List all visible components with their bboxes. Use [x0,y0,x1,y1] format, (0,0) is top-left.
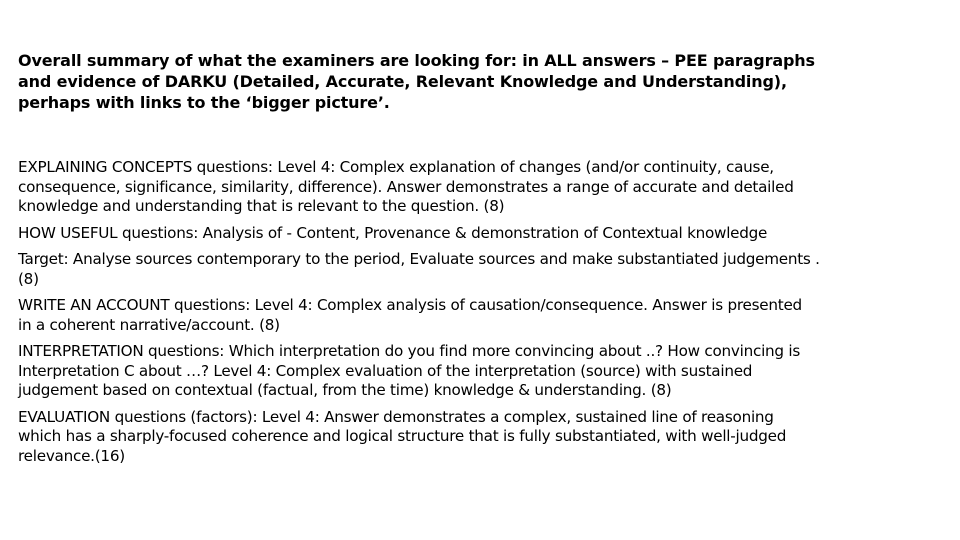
summary-line: and evidence of DARKU (Detailed, Accurate, Relevant Knowledge and Understanding), [18,72,787,91]
criteria-line: which has a sharply-focused coherence and logical structure that is fully substantiated, with well-judged [18,427,787,445]
criteria-line: WRITE AN ACCOUNT questions: Level 4: Complex analysis of causation/consequence. Answer is presented [18,296,802,314]
criteria-line: Target: Analyse sources contemporary to the period, Evaluate sources and make substantiated judgements . [18,250,820,268]
summary-line: Overall summary of what the examiners are looking for: in ALL answers – PEE paragraphs [18,51,815,70]
criteria-line: in a coherent narrative/account. (8) [18,315,280,334]
criteria-list [18,158,958,473]
criteria-line: relevance.(16) [18,446,125,465]
criteria-line: (8) [18,269,39,288]
criteria-write-an-account [18,296,958,335]
criteria-line: INTERPRETATION questions: Which interpretation do you find more convincing about ..? How convincing is [18,342,801,360]
criteria-interpretation [18,342,958,401]
summary-line: perhaps with links to the ‘bigger picture’. [18,93,390,112]
criteria-how-useful [18,224,958,244]
criteria-line: judgement based on contextual (factual, from the time) knowledge & understanding. (8) [18,381,672,399]
criteria-line: HOW USEFUL questions: Analysis of - Content, Provenance & demonstration of Contextual knowledge [18,223,768,242]
criteria-target [18,250,958,289]
criteria-line: knowledge and understanding that is relevant to the question. (8) [18,197,505,215]
criteria-line: EVALUATION questions (factors): Level 4: Answer demonstrates a complex, sustained line of reasoning [18,407,774,426]
criteria-evaluation [18,408,958,467]
criteria-line: Interpretation C about …? Level 4: Complex evaluation of the interpretation (source) with sustained [18,361,753,380]
criteria-line: consequence, significance, similarity, difference). Answer demonstrates a range of accurate and detailed [18,177,794,196]
criteria-line: EXPLAINING CONCEPTS questions: Level 4: Complex explanation of changes (and/or continuity, cause, [18,158,774,176]
criteria-explaining-concepts [18,158,958,217]
summary-paragraph [18,50,943,113]
